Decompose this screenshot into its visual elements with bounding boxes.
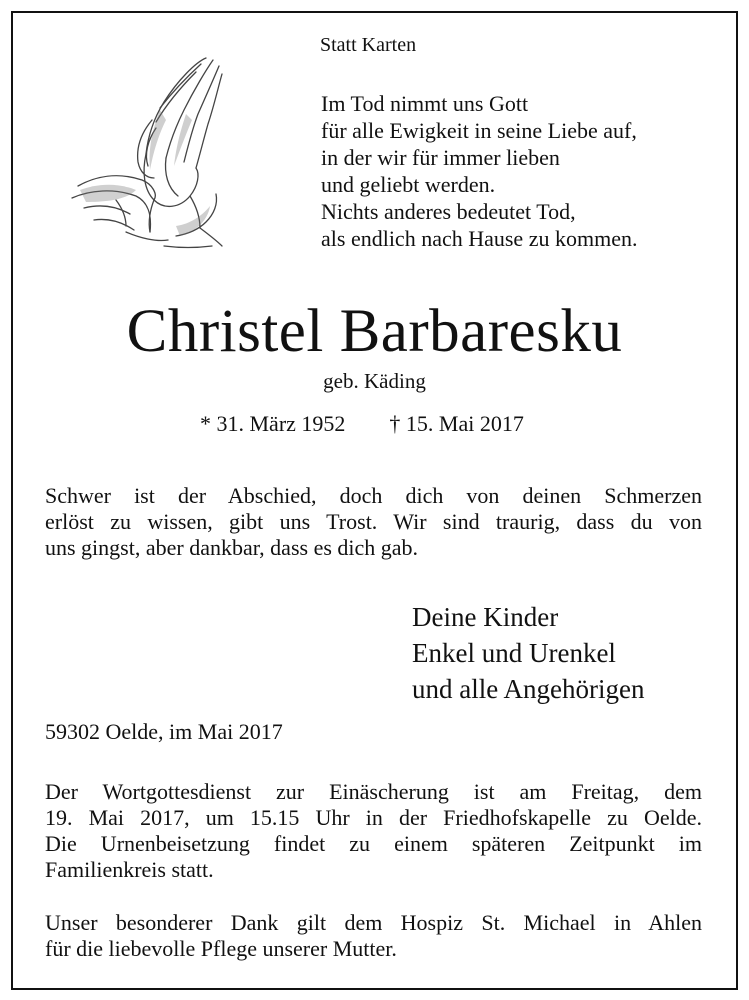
deceased-name: Christel Barbaresku [126, 298, 623, 365]
mourners-line: Enkel und Urenkel [412, 638, 616, 668]
thanks-line: Unser besonderer Dank gilt dem Hospiz St. Michael in Ahlen [45, 910, 702, 935]
service-line: Familienkreis statt. [45, 857, 214, 882]
verse-line: Nichts anderes bedeutet Tod, [321, 199, 576, 224]
farewell-message [45, 483, 702, 561]
memorial-verse [321, 90, 637, 252]
death-date: † 15. Mai 2017 [389, 411, 524, 436]
service-line: 19. Mai 2017, um 15.15 Uhr in der Friedhofskapelle zu Oelde. [45, 805, 702, 830]
birth-date: * 31. März 1952 [200, 411, 346, 436]
verse-line: in der wir für immer lieben [321, 145, 560, 170]
mourners-line: und alle Angehörigen [412, 674, 645, 704]
praying-hands-icon [56, 50, 236, 255]
place-date: 59302 Oelde, im Mai 2017 [45, 719, 283, 744]
service-line: Der Wortgottesdienst zur Einäscherung ist am Freitag, dem [45, 779, 702, 804]
message-line: Schwer ist der Abschied, doch dich von deinen Schmerzen [45, 483, 702, 508]
thanks-note [45, 910, 702, 962]
mourners-line: Deine Kinder [412, 602, 559, 632]
life-dates [200, 411, 524, 437]
verse-line: als endlich nach Hause zu kommen. [321, 226, 638, 251]
verse-line: Im Tod nimmt uns Gott [321, 91, 529, 116]
message-line: uns gingst, aber dankbar, dass es dich gab. [45, 535, 419, 560]
verse-line: und geliebt werden. [321, 172, 496, 197]
birth-name: geb. Käding [323, 369, 426, 393]
message-line: erlöst zu wissen, gibt uns Trost. Wir sind traurig, dass du von [45, 509, 702, 534]
notice-header: Statt Karten [320, 34, 417, 56]
service-line: Die Urnenbeisetzung findet zu einem späteren Zeitpunkt im [45, 831, 702, 856]
thanks-line: für die liebevolle Pflege unserer Mutter. [45, 936, 397, 961]
mourners-signature [412, 599, 644, 707]
verse-line: für alle Ewigkeit in seine Liebe auf, [321, 118, 637, 143]
service-info [45, 779, 702, 883]
